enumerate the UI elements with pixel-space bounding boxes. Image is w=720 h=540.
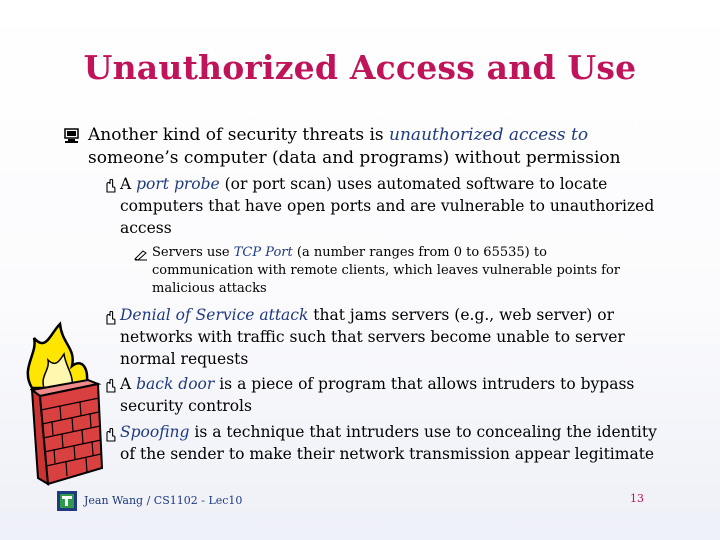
port-probe-pre: A	[120, 175, 137, 193]
backdoor-emphasis: back door	[136, 375, 215, 393]
bullet-spoofing	[120, 421, 660, 465]
port-probe-emphasis: port probe	[136, 175, 220, 193]
bullet-tcp-port	[152, 244, 652, 298]
writing-hand-icon	[134, 246, 148, 265]
tcp-pre: Servers use	[152, 245, 234, 260]
spoofing-emphasis: Spoofing	[120, 423, 190, 441]
bullet-denial-of-service	[120, 304, 660, 370]
dos-post: that jams servers (e.g., web server) or networks with traffic such that servers become unable to server normal requests	[120, 306, 625, 368]
backdoor-pre: A	[120, 375, 137, 393]
computer-bullet-icon	[64, 128, 80, 148]
tcp-emphasis: TCP Port	[233, 245, 293, 260]
bullet1-emphasis: unauthorized access to	[389, 125, 589, 145]
university-logo-icon	[56, 490, 78, 516]
bullet-port-probe	[120, 173, 660, 239]
port-probe-post: (or port scan) uses automated software to locate computers that have open ports and are vulnerable to unauthorized access	[120, 175, 655, 237]
pointing-hand-icon	[103, 178, 116, 197]
slide-title: Unauthorized Access and Use	[83, 48, 637, 87]
bullet-back-door	[120, 373, 660, 417]
bullet1-text-pre: Another kind of security threats is	[88, 125, 390, 145]
bullet-unauthorized-access	[88, 124, 688, 170]
dos-emphasis: Denial of Service attack	[120, 306, 309, 324]
spoofing-post: is a technique that intruders use to concealing the identity of the sender to make their network transmission appear legitimate	[120, 423, 657, 463]
footer-text: Jean Wang / CS1102 - Lec10	[84, 494, 243, 507]
bullet1-text-post: someone’s computer (data and programs) without permission	[88, 148, 621, 168]
firewall-icon	[10, 318, 110, 488]
page-number: 13	[630, 492, 644, 505]
tcp-post: (a number ranges from 0 to 65535) to communication with remote clients, which leaves vulnerable points for malicious attacks	[152, 245, 621, 296]
backdoor-post: is a piece of program that allows intruders to bypass security controls	[120, 375, 635, 415]
